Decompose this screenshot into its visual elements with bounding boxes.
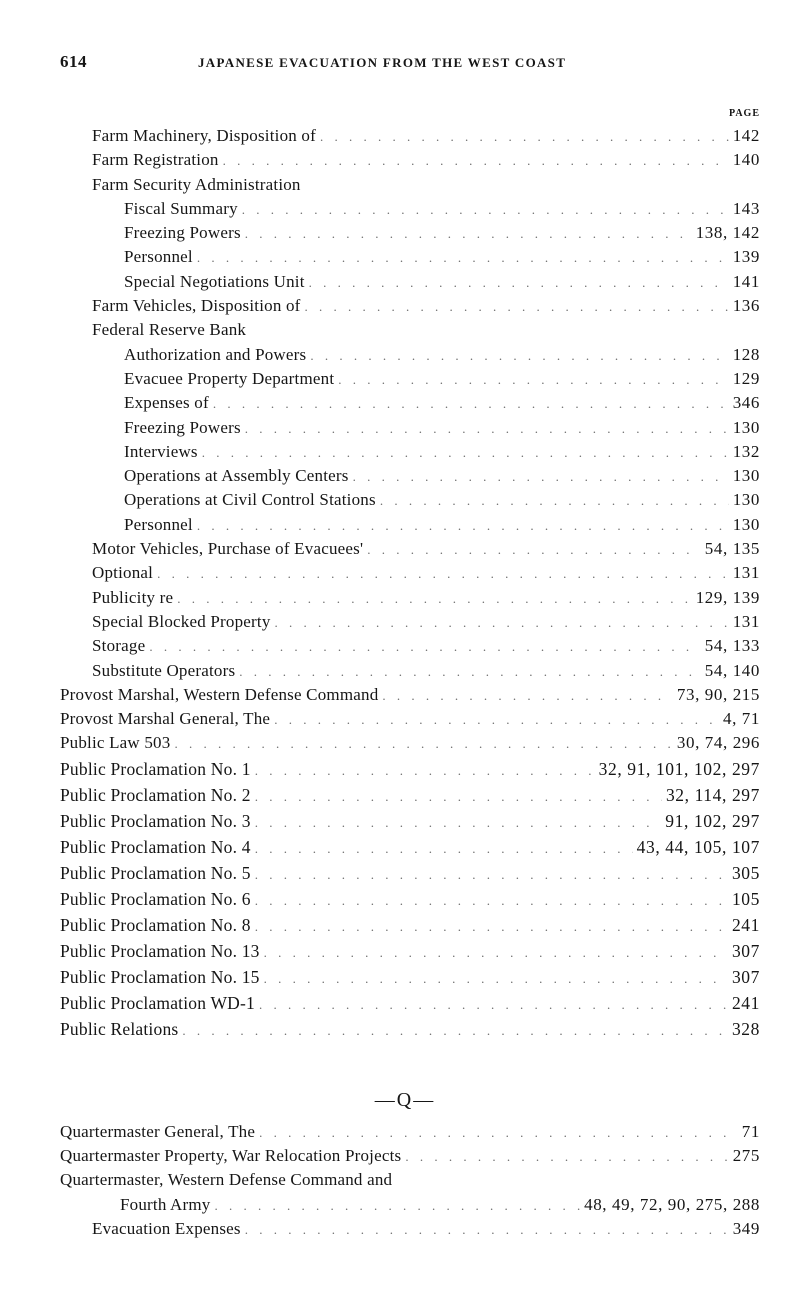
entry-term: Motor Vehicles, Purchase of Evacuees' (92, 539, 364, 559)
entry-pages: 4, 71 (723, 709, 760, 729)
dot-leader (338, 368, 728, 392)
index-subentry (0, 513, 800, 537)
dot-leader (182, 1018, 728, 1044)
index-entry (0, 634, 800, 658)
dot-leader (213, 392, 729, 416)
dot-leader (157, 562, 729, 586)
index-entry (0, 124, 800, 148)
entry-term: Farm Machinery, Disposition of (92, 126, 316, 145)
entry-pages: 54, 140 (704, 660, 760, 680)
entry-term: Authorization and Powers (124, 344, 307, 364)
entry-term: Public Proclamation WD-1 (60, 992, 256, 1013)
entry-pages: 73, 90, 215 (676, 684, 760, 704)
entry-pages: 328 (731, 1018, 760, 1039)
index-subentry (0, 1217, 800, 1241)
entry-pages: 105 (731, 888, 760, 909)
entry-term: Public Proclamation No. 8 (60, 914, 251, 935)
dot-leader (255, 810, 662, 836)
entry-term: Personnel (124, 247, 193, 267)
entry-pages: 241 (731, 914, 760, 935)
index-entry (0, 834, 800, 860)
dot-leader (309, 271, 729, 295)
entry-term: Operations at Civil Control Stations (124, 490, 376, 510)
entry-term: Personnel (124, 514, 193, 534)
entry-pages: 349 (732, 1218, 760, 1238)
index-entry (0, 683, 800, 707)
entry-term: Special Negotiations Unit (124, 271, 305, 291)
page-number: 614 (60, 52, 87, 71)
entry-pages: 129, 139 (695, 587, 760, 607)
entry-pages: 143 (732, 198, 760, 218)
dot-leader (259, 1121, 738, 1145)
entry-pages: 54, 133 (704, 636, 760, 656)
entry-term: Quartermaster General, The (60, 1121, 256, 1141)
index-subentry (0, 488, 800, 512)
entry-term: Public Proclamation No. 5 (60, 862, 251, 883)
entry-term: Federal Reserve Bank (92, 320, 247, 340)
index-entry (0, 1168, 800, 1192)
entry-pages: 130 (732, 490, 760, 510)
index-entry (0, 707, 800, 731)
dot-leader (197, 246, 729, 270)
section-spacer (0, 1042, 800, 1080)
dot-leader (305, 295, 729, 319)
entry-term: Freezing Powers (124, 417, 241, 437)
dot-leader (264, 966, 728, 992)
dot-leader (239, 660, 701, 684)
entry-pages: 307 (731, 940, 760, 961)
entry-term: Special Blocked Property (92, 611, 271, 631)
index-entry (0, 731, 800, 755)
entry-pages: 54, 135 (704, 539, 760, 559)
index-entry (0, 1120, 800, 1144)
entry-pages: 142 (732, 126, 760, 145)
entry-term: Provost Marshal General, The (60, 709, 271, 729)
dot-leader (255, 784, 662, 810)
entry-pages: 136 (732, 296, 760, 316)
entry-term: Public Proclamation No. 6 (60, 888, 251, 909)
index-entry (0, 1016, 800, 1042)
entry-pages: 132 (732, 441, 760, 461)
entry-pages: 129 (732, 368, 760, 388)
index-entry (0, 990, 800, 1016)
entry-pages: 141 (732, 271, 760, 291)
index-entry (0, 318, 800, 342)
entry-pages: 130 (732, 417, 760, 437)
dot-leader (177, 587, 691, 611)
entry-pages: 346 (732, 393, 760, 413)
entry-term: Expenses of (124, 393, 209, 413)
entry-pages: 48, 49, 72, 90, 275, 288 (584, 1194, 760, 1214)
entry-pages: 140 (732, 150, 760, 170)
index-subentry (0, 245, 800, 269)
index-subentry (0, 391, 800, 415)
entry-pages: 71 (741, 1121, 760, 1141)
entry-term: Interviews (124, 441, 198, 461)
dot-leader (255, 914, 728, 940)
index-entry (0, 610, 800, 634)
entry-pages: 305 (731, 862, 760, 883)
index-entry (0, 756, 800, 782)
dot-leader (149, 635, 700, 659)
dot-leader (367, 538, 701, 562)
dot-leader (380, 489, 729, 513)
page-column-label: PAGE (728, 108, 760, 119)
entry-term: Freezing Powers (124, 223, 241, 243)
entry-pages: 30, 74, 296 (676, 733, 760, 753)
index-entry (0, 808, 800, 834)
dot-leader (215, 1194, 581, 1218)
dot-leader (255, 888, 728, 914)
entry-pages: 138, 142 (695, 223, 760, 243)
section-letter-heading: —Q— (374, 1088, 436, 1111)
index-entry-continuation (0, 1193, 800, 1217)
index-subentry (0, 440, 800, 464)
dot-leader (245, 417, 729, 441)
index-entry (0, 586, 800, 610)
dot-leader (255, 862, 728, 888)
dot-leader (245, 222, 692, 246)
entry-term: Optional (92, 563, 154, 583)
entry-pages: 241 (731, 992, 760, 1013)
entry-pages: 43, 44, 105, 107 (636, 836, 760, 857)
entry-pages: 131 (732, 611, 760, 631)
dot-leader (274, 708, 719, 732)
entry-term: Public Proclamation No. 13 (60, 940, 260, 961)
index-entry (0, 148, 800, 172)
entry-term: Evacuee Property Department (124, 368, 335, 388)
dot-leader (223, 149, 729, 173)
dot-leader (245, 1218, 729, 1242)
entry-pages: 91, 102, 297 (665, 810, 760, 831)
entry-term: Storage (92, 636, 146, 656)
index-entry (0, 860, 800, 886)
entry-term: Substitute Operators (92, 660, 236, 680)
entry-pages: 130 (732, 466, 760, 486)
index-entry (0, 173, 800, 197)
dot-leader (275, 611, 729, 635)
running-title: JAPANESE EVACUATION FROM THE WEST COAST (198, 55, 567, 70)
dot-leader (242, 198, 729, 222)
index-entry (0, 886, 800, 912)
index-entry (0, 537, 800, 561)
index-entry (0, 561, 800, 585)
entry-pages: 307 (731, 966, 760, 987)
entry-term: Public Proclamation No. 15 (60, 966, 260, 987)
entry-term: Farm Registration (92, 150, 219, 170)
index-entry (0, 964, 800, 990)
entry-term: Operations at Assembly Centers (124, 466, 349, 486)
dot-leader (259, 992, 728, 1018)
entry-term: Fiscal Summary (124, 198, 238, 218)
page-header (60, 52, 760, 76)
entry-term: Provost Marshal, Western Defense Command (60, 684, 379, 704)
dot-leader (320, 125, 729, 149)
index-subentry (0, 416, 800, 440)
index-entry (0, 294, 800, 318)
entry-term: Publicity re (92, 587, 174, 607)
index-entry (0, 659, 800, 683)
index-entry (0, 912, 800, 938)
index-entry (0, 782, 800, 808)
entry-pages: 275 (732, 1146, 760, 1166)
entry-pages: 32, 91, 101, 102, 297 (598, 758, 760, 779)
index-entry (0, 1144, 800, 1168)
entry-term: Public Proclamation No. 3 (60, 810, 251, 831)
entry-term: Public Relations (60, 1018, 179, 1039)
index-subentry (0, 197, 800, 221)
index-subentry (0, 221, 800, 245)
entry-term: Public Law 503 (60, 733, 171, 753)
index-subentry (0, 367, 800, 391)
dot-leader (405, 1145, 728, 1169)
index-subentry (0, 343, 800, 367)
entry-term: Farm Vehicles, Disposition of (92, 296, 301, 316)
entry-pages: 139 (732, 247, 760, 267)
entry-term: Fourth Army (120, 1194, 211, 1214)
dot-leader (264, 940, 728, 966)
dot-leader (353, 465, 729, 489)
index-entry (0, 938, 800, 964)
entry-term: Public Proclamation No. 4 (60, 836, 251, 857)
entry-term: Evacuation Expenses (92, 1218, 241, 1238)
entry-term: Quartermaster Property, War Relocation Projects (60, 1146, 402, 1166)
dot-leader (174, 732, 672, 756)
entry-term: Public Proclamation No. 2 (60, 784, 251, 805)
dot-leader (197, 514, 729, 538)
entry-term: Public Proclamation No. 1 (60, 758, 251, 779)
entry-pages: 131 (732, 563, 760, 583)
entry-pages: 32, 114, 297 (665, 784, 760, 805)
dot-leader (202, 441, 729, 465)
entry-term: Farm Security Administration (92, 174, 301, 194)
dot-leader (382, 684, 672, 708)
index-entries (0, 124, 800, 1241)
entry-term: Quartermaster, Western Defense Command and (60, 1170, 393, 1190)
entry-pages: 128 (732, 344, 760, 364)
dot-leader (255, 836, 633, 862)
index-subentry (0, 464, 800, 488)
dot-leader (310, 344, 728, 368)
index-subentry (0, 270, 800, 294)
dot-leader (255, 758, 595, 784)
entry-pages: 130 (732, 514, 760, 534)
